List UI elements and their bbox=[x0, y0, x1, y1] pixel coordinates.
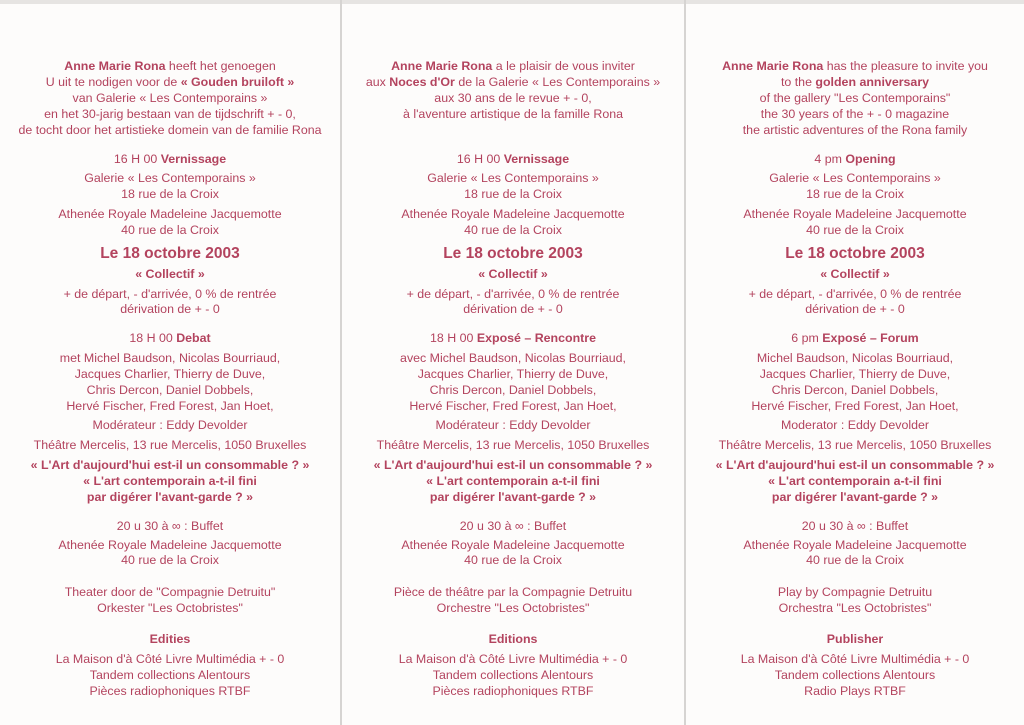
invitation-panel-french bbox=[342, 4, 684, 725]
intro-line-3: aux 30 ans de le revue + - 0, bbox=[434, 91, 592, 105]
participants-line-2: Jacques Charlier, Thierry de Duve, bbox=[759, 367, 951, 381]
publisher-line-3: Radio Plays RTBF bbox=[804, 684, 906, 698]
buffet-venue: Athenée Royale Madeleine Jacquemotte bbox=[743, 538, 967, 552]
buffet-address: 40 rue de la Croix bbox=[464, 553, 562, 567]
buffet-heading: 20 u 30 à ∞ : Buffet bbox=[801, 519, 909, 533]
intro-line-2: aux Noces d'Or de la Galerie « Les Contemporains » bbox=[365, 75, 661, 89]
moderator: Moderator : Eddy Devolder bbox=[780, 418, 930, 432]
publisher-line-1: La Maison d'à Côté Livre Multimédia + - 0 bbox=[398, 652, 628, 666]
theatre-line-1: Theater door de "Compagnie Detruitu" bbox=[64, 585, 276, 599]
participants-line-1: Michel Baudson, Nicolas Bourriaud, bbox=[756, 351, 954, 365]
venue2-address: 40 rue de la Croix bbox=[464, 223, 562, 237]
debate-heading: 18 H 00 Exposé – Rencontre bbox=[430, 331, 596, 345]
collectif-line-1: + de départ, - d'arrivée, 0 % de rentrée bbox=[406, 287, 620, 301]
theatre-line-1: Pièce de théâtre par la Compagnie Detruitu bbox=[393, 585, 633, 599]
publisher-heading: Editions bbox=[488, 632, 538, 646]
participants-line-3: Chris Dercon, Daniel Dobbels, bbox=[771, 383, 939, 397]
opening-venue: Galerie « Les Contemporains » bbox=[84, 171, 256, 185]
publisher-line-2: Tandem collections Alentours bbox=[774, 668, 936, 682]
buffet-address: 40 rue de la Croix bbox=[806, 553, 904, 567]
participants-line-4: Hervé Fischer, Fred Forest, Jan Hoet, bbox=[66, 399, 274, 413]
participants-line-4: Hervé Fischer, Fred Forest, Jan Hoet, bbox=[751, 399, 959, 413]
buffet-heading: 20 u 30 à ∞ : Buffet bbox=[459, 519, 567, 533]
theatre-line-2: Orkester "Les Octobristes" bbox=[97, 601, 243, 615]
opening-heading: 16 H 00 Vernissage bbox=[113, 152, 227, 166]
theatre-line-2: Orchestra "Les Octobristes" bbox=[778, 601, 932, 615]
theatre-line-1: Play by Compagnie Detruitu bbox=[777, 585, 933, 599]
publisher-line-2: Tandem collections Alentours bbox=[432, 668, 594, 682]
participants-line-3: Chris Dercon, Daniel Dobbels, bbox=[86, 383, 254, 397]
intro-line-1: Anne Marie Rona has the pleasure to invite you bbox=[722, 59, 988, 73]
intro-line-5: the artistic adventures of the Rona family bbox=[742, 123, 968, 137]
debate-question-2b: par digérer l'avant-garde ? » bbox=[429, 490, 597, 504]
participants-line-2: Jacques Charlier, Thierry de Duve, bbox=[74, 367, 266, 381]
participants-line-1: met Michel Baudson, Nicolas Bourriaud, bbox=[59, 351, 281, 365]
intro-line-2: to the golden anniversary bbox=[780, 75, 930, 89]
collectif-title: « Collectif » bbox=[478, 267, 548, 281]
venue2-name: Athenée Royale Madeleine Jacquemotte bbox=[58, 207, 282, 221]
venue2-name: Athenée Royale Madeleine Jacquemotte bbox=[401, 207, 625, 221]
publisher-heading: Publisher bbox=[826, 632, 884, 646]
publisher-heading: Edities bbox=[149, 632, 191, 646]
buffet-address: 40 rue de la Croix bbox=[121, 553, 219, 567]
intro-line-4: à l'aventure artistique de la famille Rona bbox=[402, 107, 623, 121]
participants-line-1: avec Michel Baudson, Nicolas Bourriaud, bbox=[400, 351, 626, 365]
invitation-panel-dutch bbox=[0, 4, 340, 725]
publisher-line-3: Pièces radiophoniques RTBF bbox=[89, 684, 251, 698]
debate-question-1: « L'Art d'aujourd'hui est-il un consommable ? » bbox=[373, 458, 653, 472]
collectif-title: « Collectif » bbox=[135, 267, 205, 281]
participants-line-2: Jacques Charlier, Thierry de Duve, bbox=[417, 367, 609, 381]
opening-venue: Galerie « Les Contemporains » bbox=[769, 171, 941, 185]
debate-place: Théâtre Mercelis, 13 rue Mercelis, 1050 Bruxelles bbox=[33, 438, 307, 452]
debate-place: Théâtre Mercelis, 13 rue Mercelis, 1050 Bruxelles bbox=[376, 438, 650, 452]
debate-question-2a: « L'art contemporain a-t-il fini bbox=[768, 474, 942, 488]
collectif-line-2: dérivation de + - 0 bbox=[120, 302, 220, 316]
opening-heading: 4 pm Opening bbox=[814, 152, 896, 166]
intro-line-1: Anne Marie Rona a le plaisir de vous inviter bbox=[391, 59, 635, 73]
invitation-panel-english bbox=[686, 4, 1024, 725]
opening-address: 18 rue de la Croix bbox=[806, 187, 904, 201]
opening-address: 18 rue de la Croix bbox=[464, 187, 562, 201]
intro-line-5: de tocht door het artistieke domein van de familie Rona bbox=[18, 123, 322, 137]
event-date: Le 18 octobre 2003 bbox=[100, 245, 240, 262]
collectif-line-2: dérivation de + - 0 bbox=[805, 302, 905, 316]
debate-question-2a: « L'art contemporain a-t-il fini bbox=[83, 474, 257, 488]
publisher-line-3: Pièces radiophoniques RTBF bbox=[432, 684, 594, 698]
buffet-heading: 20 u 30 à ∞ : Buffet bbox=[116, 519, 224, 533]
event-date: Le 18 octobre 2003 bbox=[785, 245, 925, 262]
intro-line-2: U uit te nodigen voor de « Gouden bruiloft » bbox=[45, 75, 295, 89]
theatre-line-2: Orchestre "Les Octobristes" bbox=[436, 601, 590, 615]
participants-line-4: Hervé Fischer, Fred Forest, Jan Hoet, bbox=[409, 399, 617, 413]
intro-line-3: van Galerie « Les Contemporains » bbox=[72, 91, 268, 105]
opening-venue: Galerie « Les Contemporains » bbox=[427, 171, 599, 185]
intro-line-4: en het 30-jarig bestaan van de tijdschrift + - 0, bbox=[44, 107, 296, 121]
debate-question-1: « L'Art d'aujourd'hui est-il un consommable ? » bbox=[30, 458, 310, 472]
publisher-line-1: La Maison d'à Côté Livre Multimédia + - 0 bbox=[740, 652, 970, 666]
buffet-venue: Athenée Royale Madeleine Jacquemotte bbox=[401, 538, 625, 552]
debate-question-2b: par digérer l'avant-garde ? » bbox=[771, 490, 939, 504]
debate-heading: 18 H 00 Debat bbox=[129, 331, 211, 345]
collectif-line-1: + de départ, - d'arrivée, 0 % de rentrée bbox=[63, 287, 277, 301]
venue2-name: Athenée Royale Madeleine Jacquemotte bbox=[743, 207, 967, 221]
opening-address: 18 rue de la Croix bbox=[121, 187, 219, 201]
collectif-line-1: + de départ, - d'arrivée, 0 % de rentrée bbox=[748, 287, 962, 301]
venue2-address: 40 rue de la Croix bbox=[806, 223, 904, 237]
collectif-line-2: dérivation de + - 0 bbox=[463, 302, 563, 316]
debate-question-2b: par digérer l'avant-garde ? » bbox=[86, 490, 254, 504]
debate-place: Théâtre Mercelis, 13 rue Mercelis, 1050 Bruxelles bbox=[718, 438, 992, 452]
moderator: Modérateur : Eddy Devolder bbox=[92, 418, 248, 432]
intro-line-3: of the gallery "Les Contemporains" bbox=[759, 91, 951, 105]
debate-question-2a: « L'art contemporain a-t-il fini bbox=[426, 474, 600, 488]
opening-heading: 16 H 00 Vernissage bbox=[456, 152, 570, 166]
event-date: Le 18 octobre 2003 bbox=[443, 245, 583, 262]
buffet-venue: Athenée Royale Madeleine Jacquemotte bbox=[58, 538, 282, 552]
debate-heading: 6 pm Exposé – Forum bbox=[791, 331, 919, 345]
publisher-line-1: La Maison d'à Côté Livre Multimédia + - 0 bbox=[55, 652, 285, 666]
participants-line-3: Chris Dercon, Daniel Dobbels, bbox=[429, 383, 597, 397]
intro-line-4: the 30 years of the + - 0 magazine bbox=[760, 107, 950, 121]
publisher-line-2: Tandem collections Alentours bbox=[89, 668, 251, 682]
venue2-address: 40 rue de la Croix bbox=[121, 223, 219, 237]
debate-question-1: « L'Art d'aujourd'hui est-il un consommable ? » bbox=[715, 458, 995, 472]
intro-line-1: Anne Marie Rona heeft het genoegen bbox=[64, 59, 276, 73]
collectif-title: « Collectif » bbox=[820, 267, 890, 281]
moderator: Modérateur : Eddy Devolder bbox=[435, 418, 591, 432]
